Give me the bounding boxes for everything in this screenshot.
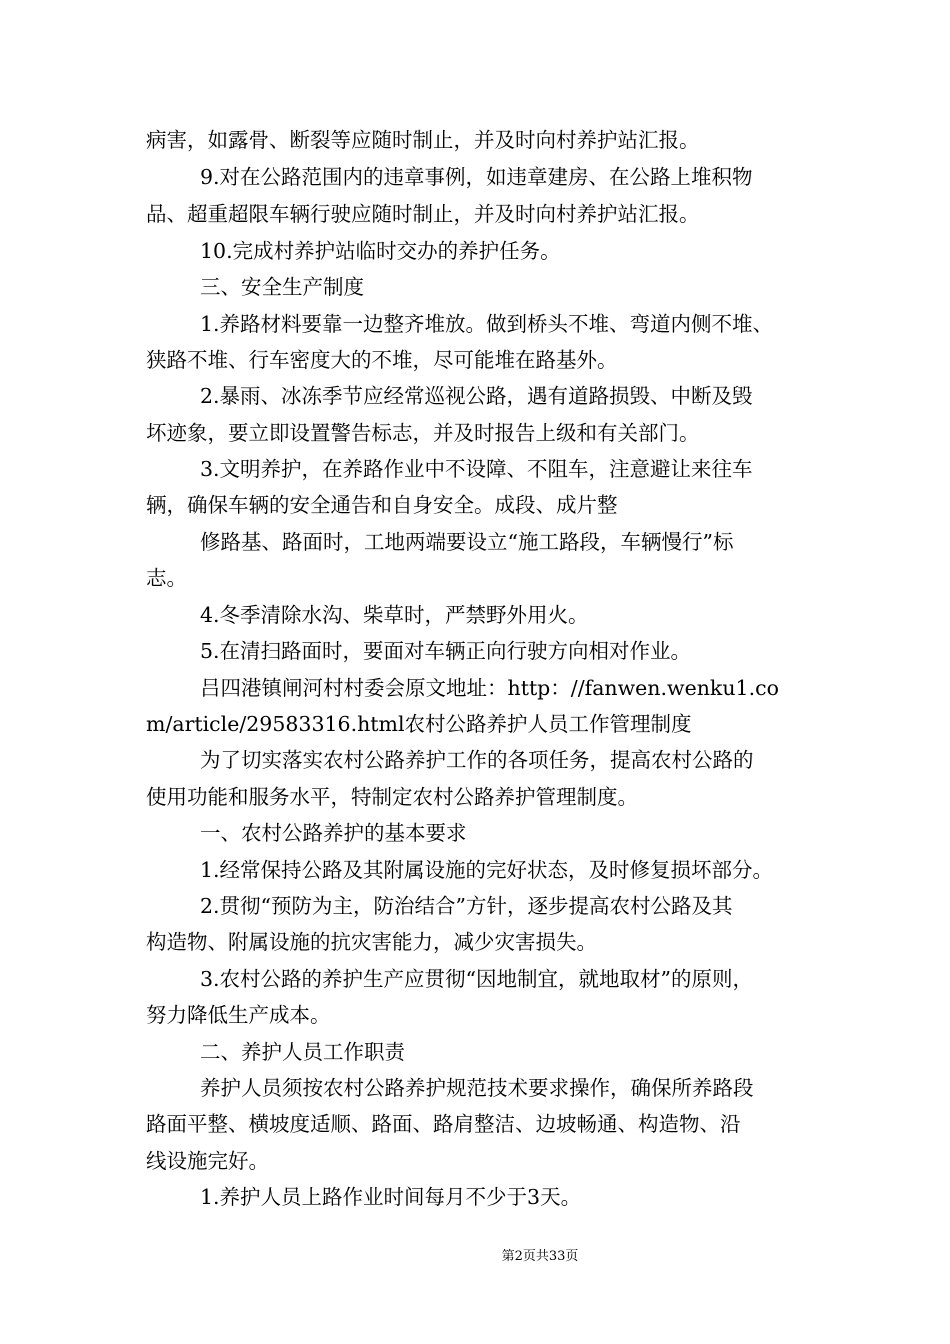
source-line: m/article/29583316.html农村公路养护人员工作管理制度 <box>146 712 692 736</box>
text-line: 病害，如露骨、断裂等应随时制止，并及时向村养护站汇报。 <box>146 128 700 152</box>
text-line: 2.贯彻“预防为主，防治结合”方针，逐步提高农村公路及其 <box>200 894 733 918</box>
text-line: 努力降低生产成本。 <box>146 1003 331 1027</box>
text-line: 3.文明养护，在养路作业中不设障、不阻车，注意避让来往车 <box>200 457 753 481</box>
source-line: 吕四港镇闸河村村委会原文地址：http：//fanwen.wenku1.co <box>200 676 779 700</box>
text-line: 狭路不堆、行车密度大的不堆，尽可能堆在路基外。 <box>146 348 618 372</box>
page-number-footer: 第2页共33页 <box>501 1249 579 1264</box>
text-line: 2.暴雨、冰冻季节应经常巡视公路，遇有道路损毁、中断及毁 <box>200 384 753 408</box>
text-line: 为了切实落实农村公路养护工作的各项任务，提高农村公路的 <box>200 748 754 772</box>
text-line: 修路基、路面时，工地两端要设立“施工路段，车辆慢行”标 <box>200 530 734 554</box>
section-heading: 二、养护人员工作职责 <box>200 1040 405 1064</box>
text-line: 线设施完好。 <box>146 1149 269 1173</box>
section-heading: 一、农村公路养护的基本要求 <box>200 821 467 845</box>
text-line: 10.完成村养护站临时交办的养护任务。 <box>200 239 561 263</box>
text-line: 1.经常保持公路及其附属设施的完好状态，及时修复损坏部分。 <box>200 858 774 882</box>
text-line: 5.在清扫路面时，要面对车辆正向行驶方向相对作业。 <box>200 639 692 663</box>
text-line: 1.养护人员上路作业时间每月不少于3天。 <box>200 1185 582 1209</box>
text-line: 构造物、附属设施的抗灾害能力，减少灾害损失。 <box>146 930 597 954</box>
text-line: 志。 <box>146 566 187 590</box>
text-line: 9.对在公路范围内的违章事例，如违章建房、在公路上堆积物 <box>200 165 753 189</box>
text-line: 路面平整、横坡度适顺、路面、路肩整洁、边坡畅通、构造物、沿 <box>146 1112 741 1136</box>
text-line: 使用功能和服务水平，特制定农村公路养护管理制度。 <box>146 785 638 809</box>
text-line: 辆，确保车辆的安全通告和自身安全。成段、成片整 <box>146 493 618 517</box>
section-heading: 三、安全生产制度 <box>200 275 364 299</box>
text-line: 3.农村公路的养护生产应贯彻“因地制宜，就地取材”的原则， <box>200 967 754 991</box>
text-line: 品、超重超限车辆行驶应随时制止，并及时向村养护站汇报。 <box>146 202 700 226</box>
text-line: 4.冬季清除水沟、柴草时，严禁野外用火。 <box>200 603 589 627</box>
text-line: 坏迹象，要立即设置警告标志，并及时报告上级和有关部门。 <box>146 421 700 445</box>
text-line: 1.养路材料要靠一边整齐堆放。做到桥头不堆、弯道内侧不堆、 <box>200 312 774 336</box>
text-line: 养护人员须按农村公路养护规范技术要求操作，确保所养路段 <box>200 1076 754 1100</box>
